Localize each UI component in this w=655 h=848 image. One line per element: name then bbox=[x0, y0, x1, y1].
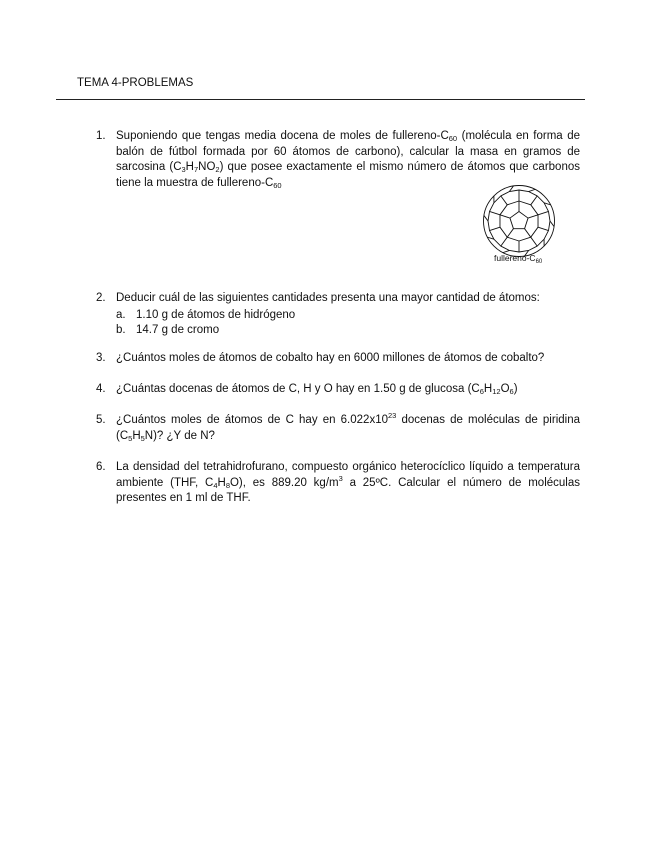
page-title: TEMA 4-PROBLEMAS bbox=[77, 77, 194, 89]
problem-text: ¿Cuántas docenas de átomos de C, H y O hay en 1.50 g de glucosa $(C_6H_{12}O_6)$ bbox=[116, 383, 518, 396]
problem-text: Deducir cuál de las siguientes cantidades presenta una mayor cantidad de átomos: bbox=[116, 292, 540, 304]
figure-caption: fullereno-$C_{60}$ bbox=[494, 253, 543, 265]
option-list bbox=[116, 308, 580, 339]
list-item: a. 1.10 g de átomos de hidrógeno bbox=[116, 308, 296, 321]
problem-number: 6. bbox=[96, 461, 106, 473]
problem-1 bbox=[96, 129, 580, 191]
header-divider bbox=[56, 99, 585, 100]
problem-3 bbox=[96, 351, 580, 367]
problem-text: Suponiendo que tengas media docena de moles de fullereno-$C_{60}$ (molécula en forma de balón de fútbol formada por 60 átomos de carbono), calcular la masa en gramos de sarcosina $(C_3H_7NO_2)$ que posee exactamente el mismo número de átomos que carbonos tiene la muestra de fullereno-$C_{60}$ bbox=[116, 130, 580, 190]
problem-number: 5. bbox=[96, 414, 106, 426]
problem-number: 1. bbox=[96, 130, 106, 142]
problem-2 bbox=[96, 291, 580, 339]
list-item: b. 14.7 g de cromo bbox=[116, 324, 220, 336]
fullerene-figure bbox=[482, 184, 556, 265]
problem-6 bbox=[96, 460, 580, 507]
problem-text: ¿Cuántos moles de átomos de cobalto hay en 6000 millones de átomos de cobalto? bbox=[116, 352, 545, 364]
problem-number: 4. bbox=[96, 383, 106, 395]
problem-number: 2. bbox=[96, 292, 106, 304]
problem-5 bbox=[96, 413, 580, 444]
problem-text: ¿Cuántos moles de átomos de C hay en $6.022x10^{23}$ docenas de moléculas de piridina $(C_5H_5N)$? ¿Y de N? bbox=[116, 411, 580, 443]
problem-text: La densidad del tetrahidrofurano, compuesto orgánico heterocíclico líquido a temperatura ambiente (THF, $C_4H_8O$), es 889.20 $kg/m^3$ a 25ºC. Calcular el número de moléculas presentes en 1 ml de THF. bbox=[116, 461, 580, 504]
fullerene-c60-icon bbox=[482, 184, 556, 258]
problem-4 bbox=[96, 382, 580, 398]
problem-number: 3. bbox=[96, 352, 106, 364]
